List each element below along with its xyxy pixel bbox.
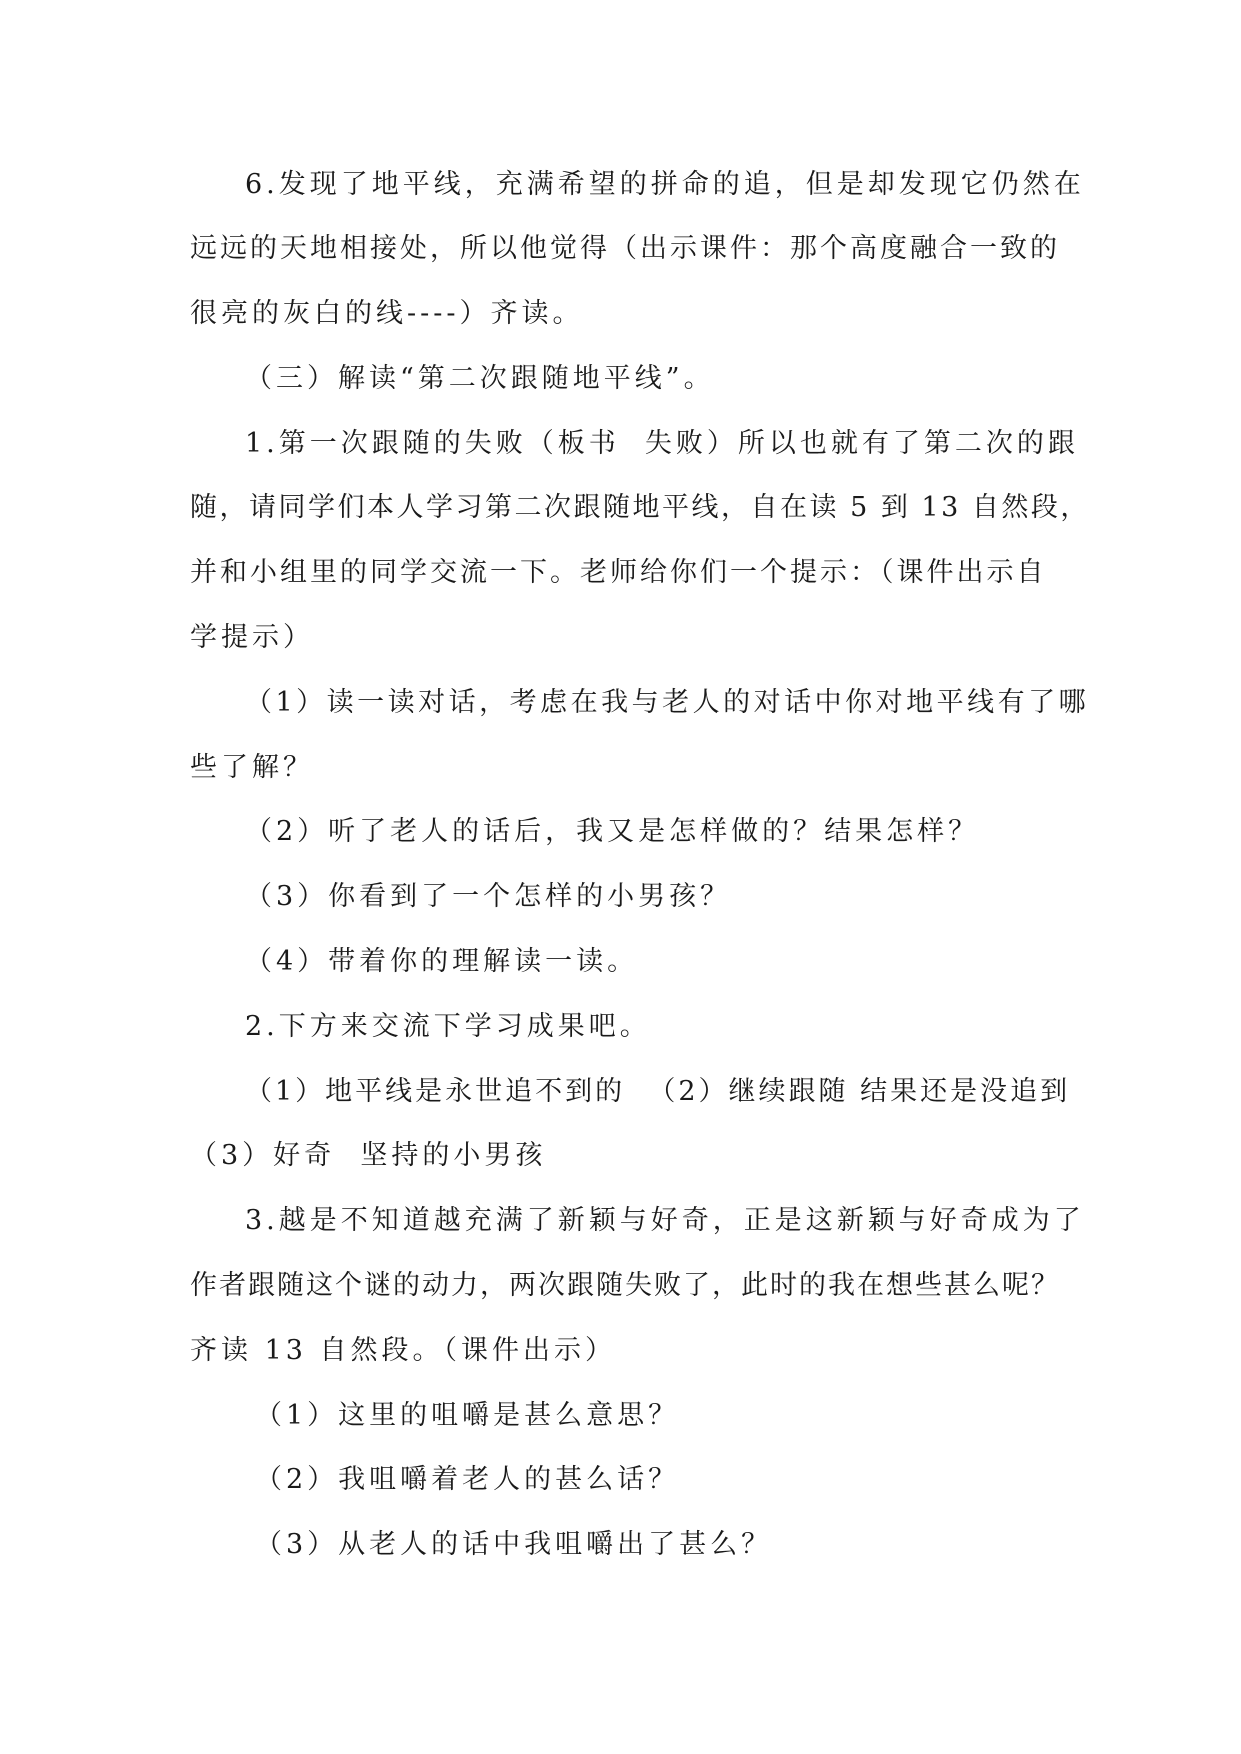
list-item: （1）地平线是永世追不到的 （2）继续跟随 结果还是没追到 <box>245 1076 1071 1107</box>
list-item: 些了解？ <box>190 752 314 783</box>
paragraph-line: 很亮的灰白的线----）齐读。 <box>190 298 584 329</box>
list-item: （1）读一读对话，考虑在我与老人的对话中你对地平线有了哪 <box>245 687 1090 718</box>
list-item: （3）你看到了一个怎样的小男孩？ <box>245 881 732 912</box>
paragraph-line: 3.越是不知道越充满了新颖与好奇，正是这新颖与好奇成为了 <box>245 1205 1085 1236</box>
paragraph-line: 2.下方来交流下学习成果吧。 <box>245 1011 651 1042</box>
paragraph-line: 学提示） <box>190 622 314 653</box>
paragraph-line: 并和小组里的同学交流一下。老师给你们一个提示：（课件出示自 <box>190 557 1047 588</box>
paragraph-line: 齐读 13 自然段。（课件出示） <box>190 1335 617 1366</box>
list-item: （1）这里的咀嚼是甚么意思？ <box>255 1400 680 1431</box>
list-item: （4）带着你的理解读一读。 <box>245 946 639 977</box>
paragraph-line: 1.第一次跟随的失败（板书 失败）所以也就有了第二次的跟 <box>245 428 1079 459</box>
section-heading: （三）解读“第二次跟随地平线”。 <box>245 363 715 394</box>
paragraph-line: 随，请同学们本人学习第二次跟随地平线，自在读 5 到 13 自然段， <box>190 492 1090 523</box>
list-item: （2）听了老人的话后，我又是怎样做的？结果怎样？ <box>245 816 980 847</box>
list-item: （3）好奇 坚持的小男孩 <box>190 1140 547 1171</box>
paragraph-line: 作者跟随这个谜的动力，两次跟随失败了，此时的我在想些甚么呢？ <box>190 1270 1060 1301</box>
paragraph-line: 远远的天地相接处，所以他觉得（出示课件：那个高度融合一致的 <box>190 233 1060 264</box>
list-item: （2）我咀嚼着老人的甚么话？ <box>255 1464 680 1495</box>
list-item: （3）从老人的话中我咀嚼出了甚么？ <box>255 1529 773 1560</box>
paragraph-line: 6.发现了地平线，充满希望的拼命的追，但是却发现它仍然在 <box>245 169 1085 200</box>
